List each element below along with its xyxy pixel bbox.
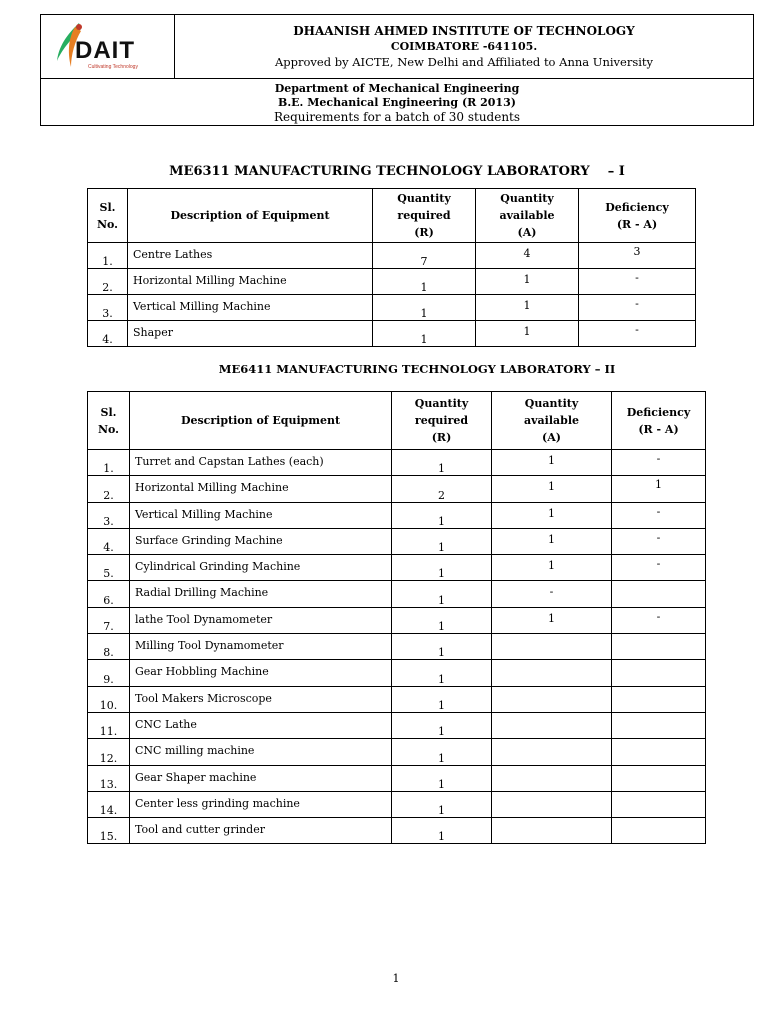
cell-sl: 4. — [88, 528, 130, 554]
cell-qa: 1 — [476, 295, 579, 321]
cell-qr: 1 — [392, 739, 492, 765]
cell-qr: 1 — [373, 269, 476, 295]
batch-requirement: Requirements for a batch of 30 students — [273, 110, 521, 124]
table-row — [88, 581, 706, 607]
cell-def — [612, 765, 706, 791]
cell-def: - — [579, 295, 696, 321]
institute-approval: Approved by AICTE, New Delhi and Affiliated to Anna University — [274, 55, 654, 69]
cell-desc: Milling Tool Dynamometer — [130, 634, 392, 660]
table-row — [88, 555, 706, 581]
cell-qa: 4 — [476, 243, 579, 269]
cell-def: - — [612, 555, 706, 581]
lab1-title: ME6311 MANUFACTURING TECHNOLOGY LABORATORY – I — [169, 164, 625, 179]
cell-qa: 1 — [492, 502, 612, 528]
cell-def: - — [612, 502, 706, 528]
cell-sl: 1. — [88, 243, 128, 269]
col-desc-header: Description of Equipment — [128, 189, 373, 243]
cell-def — [612, 634, 706, 660]
cell-qa: 1 — [492, 607, 612, 633]
cell-def: 3 — [579, 243, 696, 269]
cell-def: - — [612, 450, 706, 476]
cell-sl: 3. — [88, 295, 128, 321]
cell-qa — [492, 791, 612, 817]
cell-sl: 3. — [88, 502, 130, 528]
cell-sl: 1. — [88, 450, 130, 476]
table-row — [88, 791, 706, 817]
table-row — [88, 818, 706, 844]
cell-def — [612, 712, 706, 738]
cell-desc: Radial Drilling Machine — [130, 581, 392, 607]
cell-sl: 8. — [88, 634, 130, 660]
cell-qr: 1 — [392, 502, 492, 528]
table-row — [88, 686, 706, 712]
cell-qr: 1 — [392, 634, 492, 660]
institute-name: DHAANISH AHMED INSTITUTE OF TECHNOLOGY — [293, 24, 635, 38]
cell-desc: Vertical Milling Machine — [128, 295, 373, 321]
cell-qa: 1 — [492, 555, 612, 581]
cell-desc: Gear Hobbling Machine — [130, 660, 392, 686]
cell-qa — [492, 686, 612, 712]
table-row — [88, 660, 706, 686]
cell-qr: 1 — [392, 660, 492, 686]
col-qr-header: Quantity required (R) — [392, 392, 492, 450]
table-row — [88, 712, 706, 738]
header-bottom-row — [41, 79, 753, 126]
cell-qr: 1 — [392, 555, 492, 581]
logo-cell — [41, 15, 175, 78]
col-sl-header: Sl. No. — [88, 189, 128, 243]
cell-desc: Horizontal Milling Machine — [130, 476, 392, 502]
lab2-title: ME6411 MANUFACTURING TECHNOLOGY LABORATORY – II — [218, 362, 616, 376]
cell-desc: Gear Shaper machine — [130, 765, 392, 791]
col-qa-header: Quantity available (A) — [492, 392, 612, 450]
cell-def — [612, 686, 706, 712]
cell-desc: Tool Makers Microscope — [130, 686, 392, 712]
cell-qr: 1 — [392, 791, 492, 817]
cell-desc: Vertical Milling Machine — [130, 502, 392, 528]
cell-qa: 1 — [492, 528, 612, 554]
logo-text: DAIT — [75, 37, 135, 64]
cell-qa: - — [492, 581, 612, 607]
table-row — [88, 765, 706, 791]
cell-qr: 1 — [392, 712, 492, 738]
cell-desc: Turret and Capstan Lathes (each) — [130, 450, 392, 476]
table-row — [88, 528, 706, 554]
cell-def: - — [612, 528, 706, 554]
cell-qr: 1 — [392, 765, 492, 791]
cell-sl: 5. — [88, 555, 130, 581]
cell-desc: Cylindrical Grinding Machine — [130, 555, 392, 581]
col-sl-header: Sl. No. — [88, 392, 130, 450]
cell-qr: 1 — [392, 686, 492, 712]
cell-desc: Centre Lathes — [128, 243, 373, 269]
institute-city: COIMBATORE -641105. — [390, 40, 538, 53]
institute-cell — [175, 15, 753, 78]
cell-qr: 7 — [373, 243, 476, 269]
table-row — [88, 739, 706, 765]
cell-qa — [492, 739, 612, 765]
lab1-header-row — [88, 189, 696, 243]
cell-qa: 1 — [492, 476, 612, 502]
col-qa-header: Quantity available (A) — [476, 189, 579, 243]
cell-qr: 1 — [392, 607, 492, 633]
cell-sl: 7. — [88, 607, 130, 633]
cell-sl: 4. — [88, 321, 128, 347]
table-row — [88, 321, 696, 347]
cell-sl: 6. — [88, 581, 130, 607]
cell-qa: 1 — [476, 321, 579, 347]
cell-qa — [492, 660, 612, 686]
cell-desc: Surface Grinding Machine — [130, 528, 392, 554]
page-number: 1 — [392, 972, 400, 985]
header-top-row — [41, 15, 753, 79]
cell-qr: 1 — [392, 818, 492, 844]
table-row — [88, 450, 706, 476]
cell-sl: 10. — [88, 686, 130, 712]
lab2-table — [87, 391, 706, 844]
cell-qr: 1 — [392, 581, 492, 607]
programme-name: B.E. Mechanical Engineering (R 2013) — [278, 96, 516, 109]
cell-desc: CNC Lathe — [130, 712, 392, 738]
cell-qa — [492, 712, 612, 738]
lab1-table — [87, 188, 696, 347]
cell-qa: 1 — [476, 269, 579, 295]
cell-qr: 1 — [373, 295, 476, 321]
cell-def: - — [579, 269, 696, 295]
cell-qa: 1 — [492, 450, 612, 476]
table-row — [88, 502, 706, 528]
cell-def — [612, 739, 706, 765]
cell-sl: 14. — [88, 791, 130, 817]
cell-qa — [492, 634, 612, 660]
cell-desc: CNC milling machine — [130, 739, 392, 765]
cell-def — [612, 791, 706, 817]
cell-qr: 1 — [392, 528, 492, 554]
cell-desc: Shaper — [128, 321, 373, 347]
col-qr-header: Quantity required (R) — [373, 189, 476, 243]
col-desc-header: Description of Equipment — [130, 392, 392, 450]
cell-desc: lathe Tool Dynamometer — [130, 607, 392, 633]
cell-qa — [492, 765, 612, 791]
document-header — [40, 14, 754, 126]
cell-sl: 11. — [88, 712, 130, 738]
cell-desc: Center less grinding machine — [130, 791, 392, 817]
cell-sl: 13. — [88, 765, 130, 791]
logo-tagline: Cultivating Technology — [88, 64, 138, 70]
cell-qr: 2 — [392, 476, 492, 502]
table-row — [88, 269, 696, 295]
cell-def: - — [612, 607, 706, 633]
col-def-header: Deficiency (R - A) — [612, 392, 706, 450]
cell-desc: Horizontal Milling Machine — [128, 269, 373, 295]
cell-desc: Tool and cutter grinder — [130, 818, 392, 844]
cell-qr: 1 — [392, 450, 492, 476]
col-def-header: Deficiency (R - A) — [579, 189, 696, 243]
table-row — [88, 476, 706, 502]
department-name: Department of Mechanical Engineering — [274, 82, 520, 95]
table-row — [88, 243, 696, 269]
cell-def — [612, 581, 706, 607]
cell-qr: 1 — [373, 321, 476, 347]
cell-sl: 2. — [88, 476, 130, 502]
cell-sl: 12. — [88, 739, 130, 765]
cell-def: 1 — [612, 476, 706, 502]
cell-qa — [492, 818, 612, 844]
table-row — [88, 634, 706, 660]
cell-def: - — [579, 321, 696, 347]
lab2-header-row — [88, 392, 706, 450]
cell-sl: 9. — [88, 660, 130, 686]
table-row — [88, 295, 696, 321]
table-row — [88, 607, 706, 633]
cell-sl: 2. — [88, 269, 128, 295]
cell-def — [612, 660, 706, 686]
cell-sl: 15. — [88, 818, 130, 844]
cell-def — [612, 818, 706, 844]
